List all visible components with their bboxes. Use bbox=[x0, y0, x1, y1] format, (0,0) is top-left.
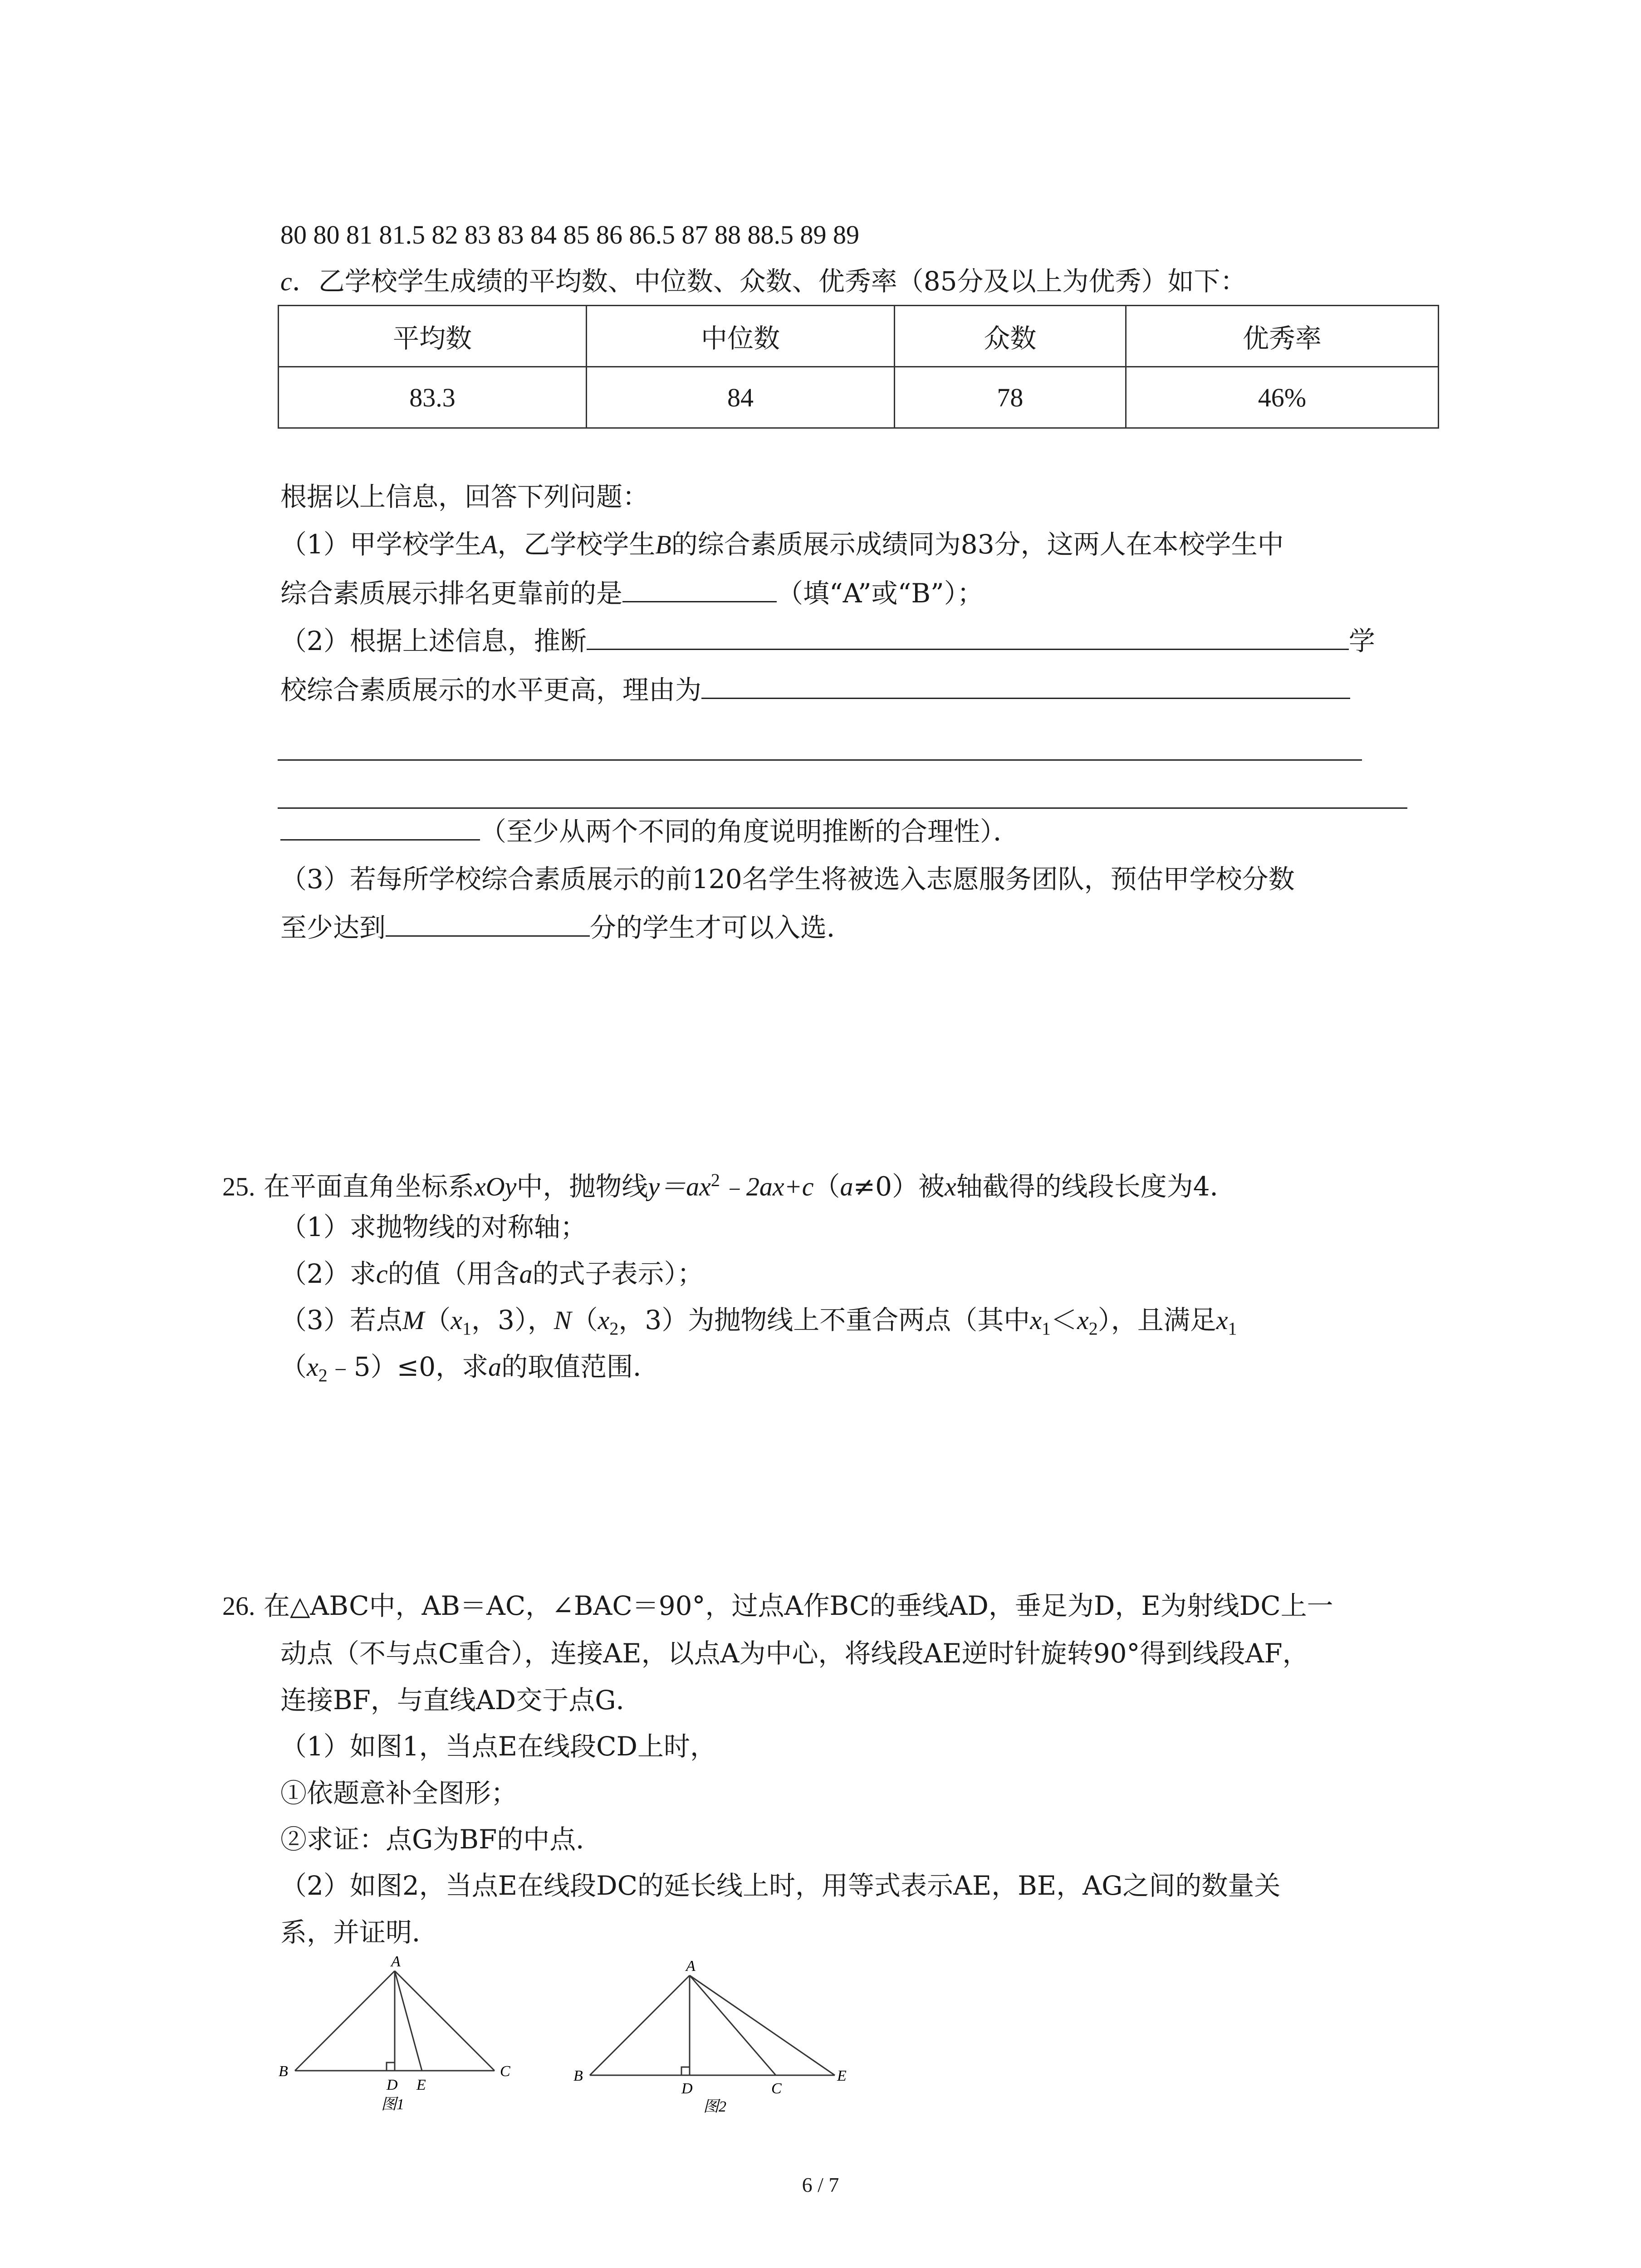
table-header-row bbox=[279, 306, 1439, 367]
label-C: C bbox=[771, 2080, 782, 2097]
score-data-line: 80 80 81 81.5 82 83 83 84 85 86 86.5 87 88 88.5 89 89 bbox=[280, 220, 859, 249]
text: （填“A”或“B”）； bbox=[777, 578, 984, 609]
table-header-cell: 众数 bbox=[894, 306, 1126, 367]
figure-1-caption: 图1 bbox=[381, 2096, 404, 2113]
subscript: 2 bbox=[318, 1365, 328, 1386]
q25-part3-line1 bbox=[280, 1302, 1237, 1347]
text: ﹣5）≤0，求 bbox=[327, 1351, 489, 1382]
text: （1）甲学校学生 bbox=[280, 529, 481, 560]
subscript: 2 bbox=[1088, 1318, 1098, 1339]
text: ，乙学校学生 bbox=[497, 529, 656, 560]
figure-1-diagram bbox=[272, 1953, 526, 2148]
var: x bbox=[451, 1305, 462, 1335]
text: 综合素质展示排名更靠前的是 bbox=[280, 578, 623, 609]
label-D: D bbox=[681, 2080, 693, 2097]
q26-line1 bbox=[222, 1588, 1333, 1624]
label-C: C bbox=[500, 2063, 510, 2080]
label-D: D bbox=[387, 2077, 398, 2093]
text: ），且满足 bbox=[1097, 1305, 1216, 1335]
q24-part2-line1 bbox=[280, 621, 1375, 659]
answer-blank[interactable] bbox=[280, 812, 480, 841]
var-B: B bbox=[655, 530, 671, 559]
text: 至少达到 bbox=[280, 912, 386, 943]
text: ＜ bbox=[1051, 1305, 1078, 1335]
table-header-cell: 优秀率 bbox=[1126, 306, 1438, 367]
var: a bbox=[488, 1352, 502, 1382]
text: （ bbox=[424, 1305, 451, 1335]
text: 分的学生才可以入选． bbox=[590, 912, 853, 943]
q24-part1-line1 bbox=[280, 526, 1284, 563]
answer-rule[interactable] bbox=[278, 759, 1362, 761]
var: x bbox=[1030, 1305, 1042, 1335]
q24-part2-line2 bbox=[280, 670, 1350, 708]
figure-2-caption: 图2 bbox=[703, 2098, 726, 2115]
text: ，3）， bbox=[471, 1305, 554, 1335]
q24-part1-line2 bbox=[280, 574, 984, 611]
part-c-label: c bbox=[280, 267, 292, 296]
var: x bbox=[307, 1352, 318, 1382]
answer-rule[interactable] bbox=[278, 807, 1407, 809]
figure-2-diagram bbox=[567, 1953, 867, 2148]
label-A: A bbox=[391, 1953, 401, 1970]
question-number: 25. bbox=[222, 1172, 255, 1202]
school-b-stats-table bbox=[278, 305, 1439, 429]
q24-part2-line3 bbox=[280, 812, 1019, 850]
var: x bbox=[1077, 1305, 1089, 1335]
q26-line7: （2）如图2，当点E在线段DC的延长线上时，用等式表示AE，BE，AG之间的数量关 bbox=[280, 1870, 1281, 1901]
text: （至少从两个不同的角度说明推断的合理性）． bbox=[480, 816, 1020, 847]
q26-line8: 系，并证明． bbox=[280, 1917, 439, 1948]
q26-line5: ①依题意补全图形； bbox=[280, 1778, 518, 1809]
figure-1 bbox=[272, 1953, 526, 2150]
text: （ bbox=[571, 1305, 598, 1335]
var: a bbox=[519, 1259, 533, 1289]
part-c-text: ．乙学校学生成绩的平均数、中位数、众数、优秀率（85分及以上为优秀）如下： bbox=[292, 266, 1247, 297]
var: xOy bbox=[474, 1172, 517, 1202]
page-number: 6 / 7 bbox=[802, 2173, 839, 2196]
text: （2）求 bbox=[280, 1258, 376, 1289]
table-cell: 84 bbox=[587, 367, 895, 428]
var: x bbox=[945, 1172, 956, 1202]
table-cell: 46% bbox=[1126, 367, 1438, 428]
var: c bbox=[376, 1259, 388, 1289]
text: 的综合素质展示成绩同为83分，这两人在本校学生中 bbox=[671, 529, 1284, 560]
part-c-line bbox=[280, 263, 1247, 300]
text: 在平面直角坐标系 bbox=[263, 1171, 474, 1202]
text: ≠0）被 bbox=[853, 1171, 945, 1202]
var: x bbox=[1216, 1305, 1228, 1335]
subscript: 1 bbox=[1228, 1318, 1237, 1339]
q25-part3-line2 bbox=[280, 1349, 659, 1394]
text: 的取值范围． bbox=[501, 1351, 660, 1382]
text: 轴截得的线段长度为4． bbox=[956, 1171, 1236, 1202]
var-A: A bbox=[481, 530, 498, 559]
text: 的值（用含 bbox=[387, 1258, 519, 1289]
table-cell: 83.3 bbox=[279, 367, 587, 428]
text: 的式子表示）； bbox=[532, 1258, 704, 1289]
text: （2）根据上述信息，推断 bbox=[280, 626, 587, 656]
text: 中，抛物线 bbox=[516, 1171, 648, 1202]
label-A: A bbox=[686, 1958, 696, 1975]
q24-intro: 根据以上信息，回答下列问题： bbox=[280, 481, 649, 512]
equation: y＝ax bbox=[648, 1172, 711, 1202]
var: N bbox=[554, 1305, 572, 1335]
answer-blank[interactable] bbox=[386, 908, 590, 937]
figure-2 bbox=[567, 1953, 867, 2150]
q24-part3-line1: （3）若每所学校综合素质展示的前120名学生将被选入志愿服务团队，预估甲学校分数 bbox=[280, 864, 1295, 894]
q26-line4: （1）如图1，当点E在线段CD上时， bbox=[280, 1731, 717, 1762]
answer-blank[interactable] bbox=[622, 574, 777, 602]
label-E: E bbox=[416, 2077, 426, 2093]
text: 学 bbox=[1348, 626, 1375, 656]
var: x bbox=[598, 1305, 610, 1335]
label-B: B bbox=[279, 2063, 288, 2080]
label-B: B bbox=[573, 2068, 583, 2084]
q25-part1: （1）求抛物线的对称轴； bbox=[280, 1212, 587, 1242]
q24-part3-line2 bbox=[280, 908, 853, 946]
subscript: 1 bbox=[1042, 1318, 1051, 1339]
table-cell: 78 bbox=[894, 367, 1126, 428]
answer-blank[interactable] bbox=[587, 621, 1349, 650]
text: （ bbox=[280, 1351, 307, 1382]
text: 校综合素质展示的水平更高，理由为 bbox=[280, 675, 702, 705]
subscript: 1 bbox=[462, 1318, 471, 1339]
table-header-cell: 平均数 bbox=[279, 306, 587, 367]
var: a bbox=[840, 1172, 853, 1202]
label-E: E bbox=[837, 2068, 847, 2084]
text: 在△ABC中，AB＝AC，∠BAC＝90°，过点A作BC的垂线AD，垂足为D，E为射线DC上一 bbox=[263, 1590, 1333, 1621]
q26-line6: ②求证：点G为BF的中点． bbox=[280, 1824, 603, 1855]
q26-line3: 连接BF，与直线AD交于点G． bbox=[280, 1685, 642, 1716]
subscript: 2 bbox=[609, 1318, 619, 1339]
text: （ bbox=[813, 1171, 840, 1202]
text: （3）若点 bbox=[280, 1305, 402, 1335]
q25-part2 bbox=[280, 1256, 704, 1292]
q26-line2: 动点（不与点C重合），连接AE，以点A为中心，将线段AE逆时针旋转90°得到线段AF， bbox=[280, 1638, 1309, 1669]
table-row bbox=[279, 367, 1439, 428]
table-header-cell: 中位数 bbox=[587, 306, 895, 367]
q25-stem bbox=[222, 1162, 1236, 1205]
var: M bbox=[402, 1305, 425, 1335]
answer-blank[interactable] bbox=[701, 670, 1350, 699]
text: ，3）为抛物线上不重合两点（其中 bbox=[618, 1305, 1030, 1335]
equation: ﹣2ax+c bbox=[720, 1172, 814, 1202]
question-number: 26. bbox=[222, 1591, 255, 1621]
exponent: 2 bbox=[710, 1170, 720, 1190]
